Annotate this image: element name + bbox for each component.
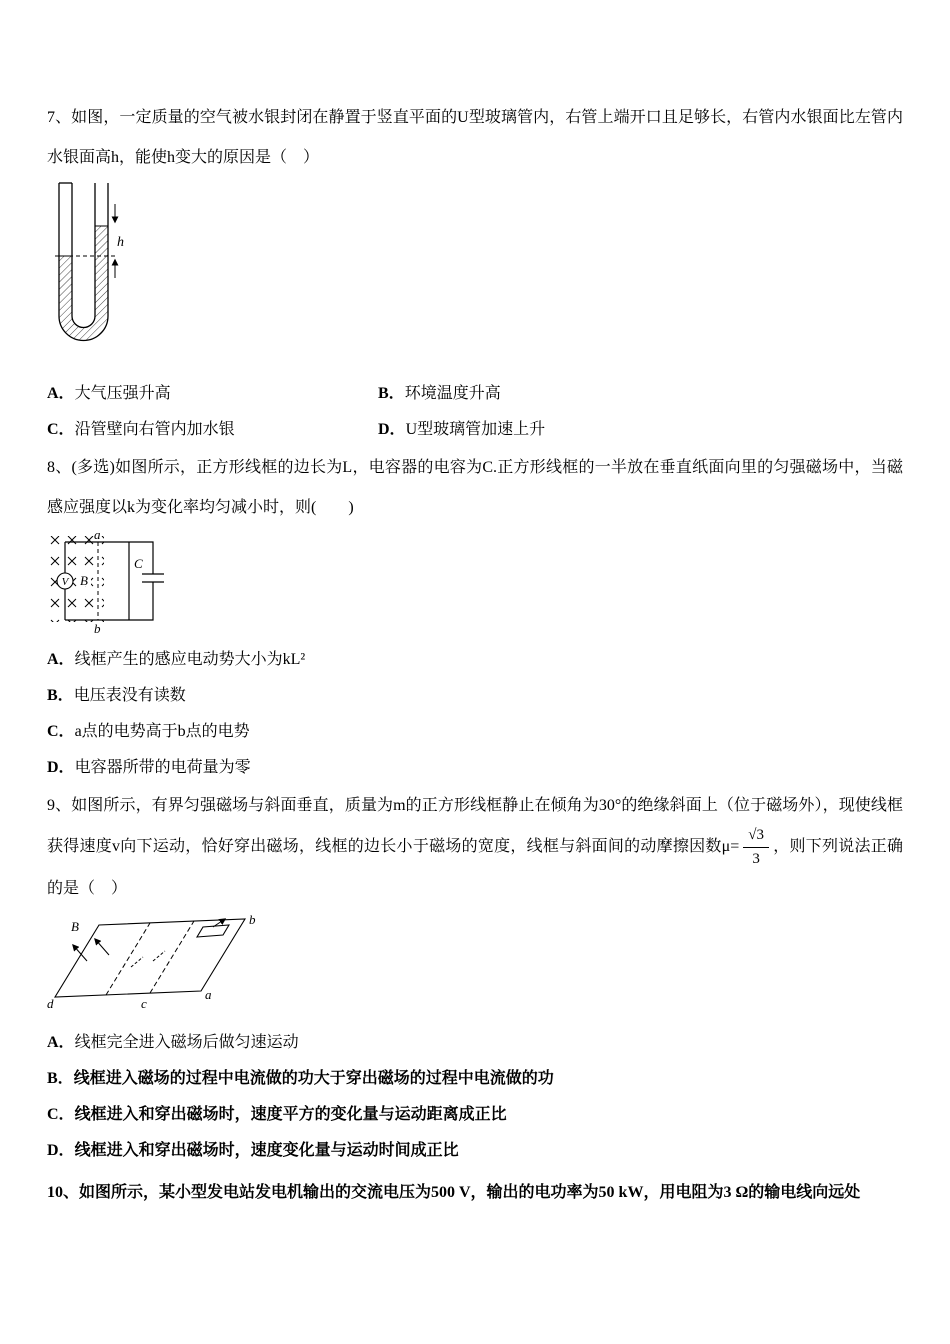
option-label: D．	[378, 421, 406, 438]
voltmeter-label: V	[61, 576, 69, 588]
option-8-d	[47, 750, 903, 786]
option-7-c	[47, 412, 378, 448]
fraction-numerator: √3	[743, 826, 769, 848]
question-8	[47, 448, 903, 786]
circuit-svg	[47, 530, 187, 636]
option-text: 大气压强升高	[74, 385, 171, 402]
option-label: D．	[47, 1141, 75, 1159]
corner-d-label: d	[47, 995, 54, 1011]
mercury-fill	[59, 226, 108, 340]
option-text: 线框进入和穿出磁场时，速度变化量与运动时间成正比	[74, 1141, 459, 1159]
circuit-diagram	[47, 530, 903, 636]
corner-b-label: b	[249, 914, 256, 927]
question-9-options	[47, 1025, 903, 1169]
field-b-label: B	[71, 918, 79, 934]
option-label: A．	[47, 1033, 75, 1051]
question-10	[47, 1173, 903, 1213]
option-label: C．	[47, 1105, 75, 1123]
question-7-options	[47, 376, 903, 448]
capacitor-branch	[129, 542, 164, 620]
option-8-b	[47, 678, 903, 714]
option-label: B．	[47, 687, 74, 704]
option-text: 电压表没有读数	[73, 687, 186, 704]
option-label: B．	[47, 1069, 74, 1087]
option-text: 线框进入和穿出磁场时，速度平方的变化量与运动距离成正比	[74, 1105, 507, 1123]
option-text: 电容器所带的电荷量为零	[74, 759, 251, 776]
field-into-page-symbols	[47, 536, 104, 622]
stem-text-after: ，则下列说法正确的是（ ）	[47, 837, 903, 897]
question-7-stem: 7、如图，一定质量的空气被水银封闭在静置于竖直平面的U型玻璃管内，右管上端开口且足够长，右管内水银面比左管内水银面高h，能使h变大的原因是（ ）	[47, 109, 903, 166]
point-a-label: a	[94, 530, 101, 542]
fraction-sqrt3-over-3	[743, 826, 769, 869]
option-text: 线框进入磁场的过程中电流做的功大于穿出磁场的过程中电流做的功	[73, 1069, 554, 1087]
option-text: U型玻璃管加速上升	[405, 421, 546, 438]
question-7	[47, 98, 903, 448]
option-label: B．	[378, 385, 405, 402]
field-boundaries	[106, 921, 194, 995]
option-label: A．	[47, 385, 75, 402]
option-label: C．	[47, 723, 75, 740]
question-8-options	[47, 642, 903, 786]
option-label: C．	[47, 421, 75, 438]
stem-text-before: 9、如图所示，有界匀强磁场与斜面垂直，质量为m的正方形线框静止在倾角为30°的绝缘斜面上（位于磁场外），现使线框获得速度v向下运动，恰好穿出磁场，线框的边长小于磁场的宽度，线框与斜面间的动摩擦因数μ=	[47, 797, 903, 855]
corner-a-label: a	[205, 986, 212, 1002]
u-tube-diagram	[55, 180, 903, 348]
option-9-b	[47, 1061, 903, 1097]
option-text: 环境温度升高	[404, 385, 501, 402]
question-9	[47, 786, 903, 1169]
option-9-a	[47, 1025, 903, 1061]
question-9-stem	[47, 786, 903, 909]
option-9-c	[47, 1097, 903, 1133]
option-8-c	[47, 714, 903, 750]
option-9-d	[47, 1133, 903, 1169]
point-b-label: b	[94, 621, 101, 636]
option-text: 线框完全进入磁场后做匀速运动	[74, 1033, 299, 1051]
field-b-label: B	[80, 573, 88, 588]
option-7-d	[378, 412, 903, 448]
corner-c-label: c	[141, 995, 147, 1011]
option-label: D．	[47, 759, 75, 776]
question-10-stem: 10、如图所示，某小型发电站发电机输出的交流电压为500 V，输出的电功率为50 kW，用电阻为3 Ω的输电线向远处	[47, 1183, 861, 1201]
option-label: A．	[47, 651, 75, 668]
option-8-a	[47, 642, 903, 678]
incline-diagram	[47, 915, 903, 1015]
fraction-denominator: 3	[752, 850, 760, 867]
option-text: 沿管壁向右管内加水银	[74, 421, 235, 438]
option-7-a	[47, 376, 378, 412]
option-7-b	[378, 376, 903, 412]
field-region-marks	[131, 951, 165, 967]
incline-surface	[55, 919, 245, 997]
incline-svg	[47, 915, 262, 1015]
u-tube-svg	[55, 180, 133, 348]
option-text: a点的电势高于b点的电势	[74, 723, 250, 740]
height-h-label: h	[117, 235, 124, 250]
capacitor-c-label: C	[134, 556, 143, 571]
option-text: 线框产生的感应电动势大小为kL²	[74, 651, 306, 668]
question-8-stem: 8、(多选)如图所示，正方形线框的边长为L，电容器的电容为C.正方形线框的一半放在垂直纸面向里的匀强磁场中，当磁感应强度以k为变化率均匀减小时，则( )	[47, 459, 903, 516]
